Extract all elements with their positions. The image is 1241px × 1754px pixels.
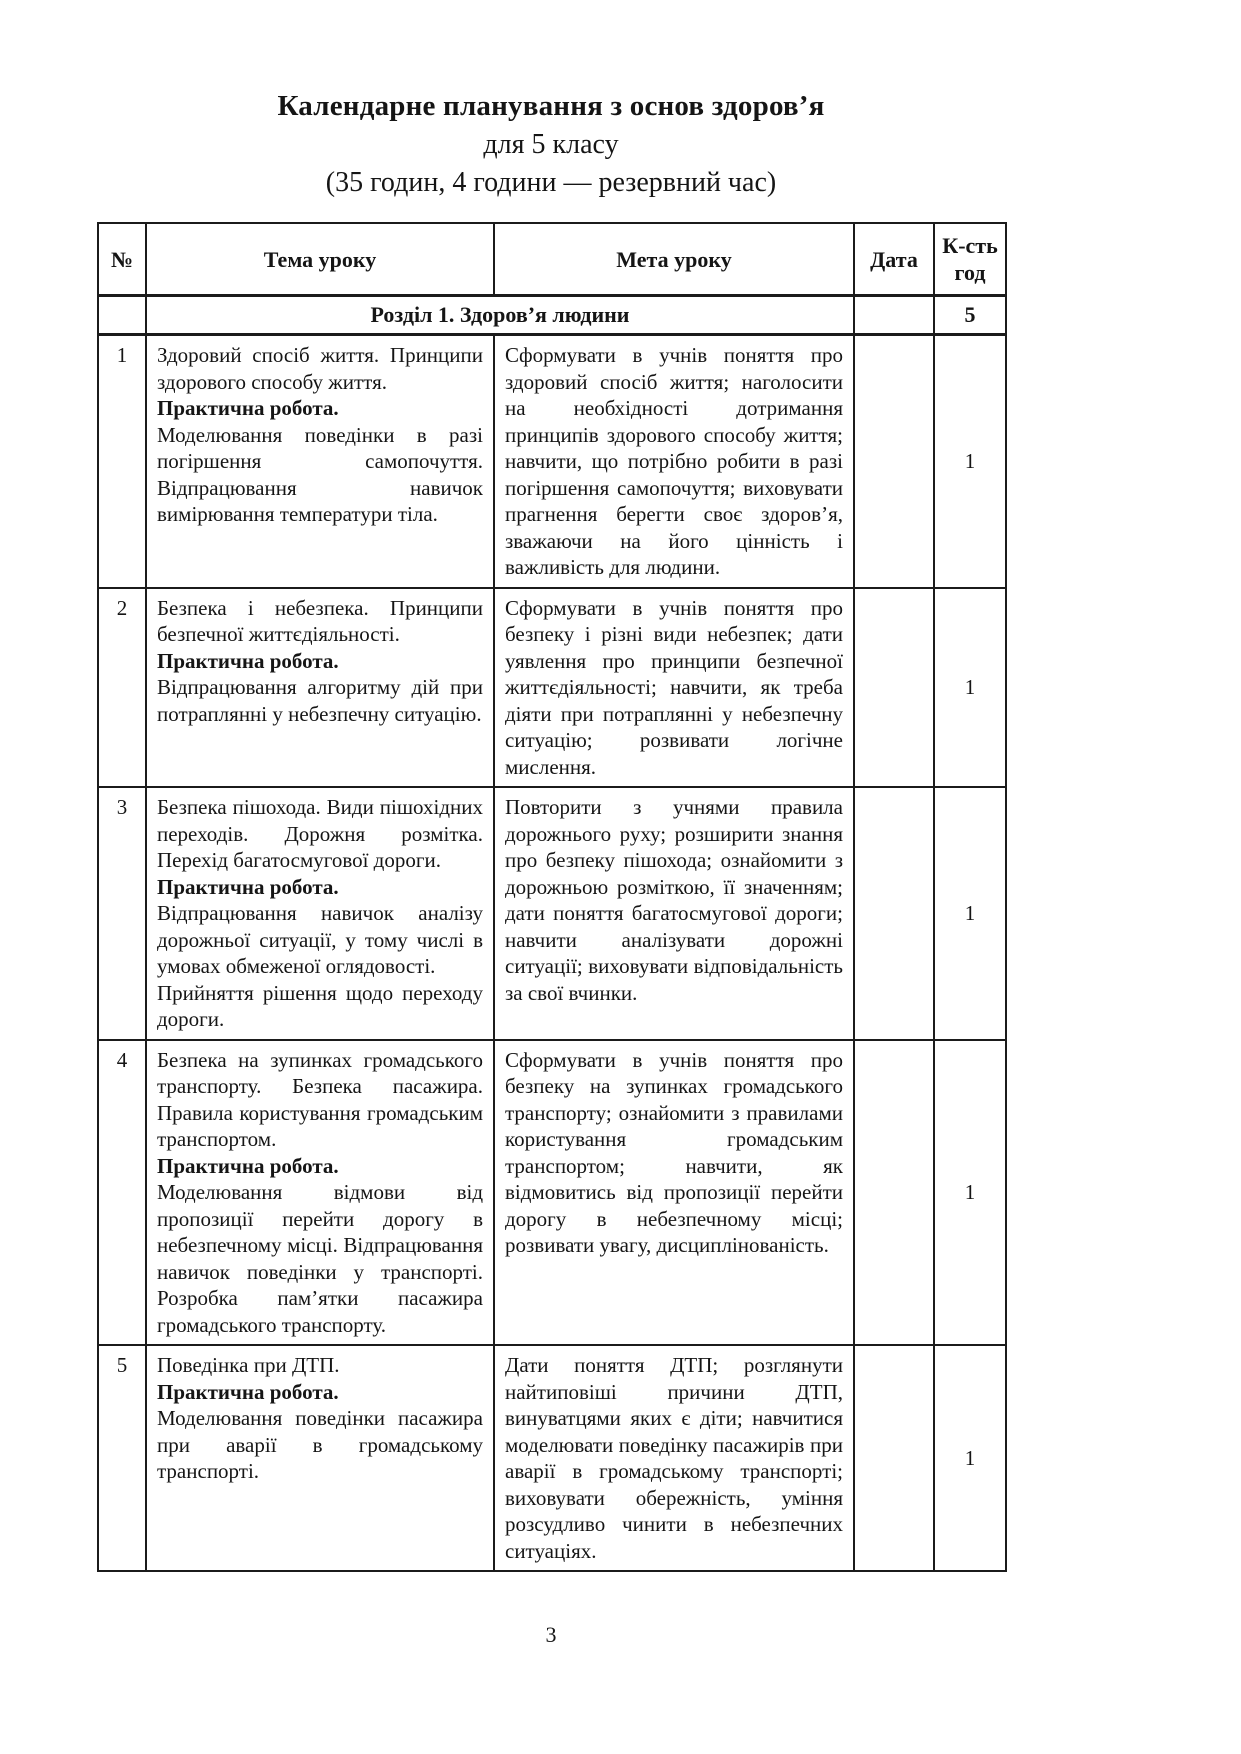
section-date-cell <box>854 296 934 335</box>
lesson-topic-cell <box>146 335 494 588</box>
lesson-goal-cell: Дати поняття ДТП; розглянути найтиповіші причини ДТП, винуватцями яких є діти; навчитися моделювати поведінку пасажирів при аварії в громадському транспорті; виховувати обережність, уміння розсудливо чинити в небезпечних ситуаціях. <box>494 1345 854 1571</box>
date-cell <box>854 1040 934 1346</box>
table-row <box>98 335 1006 588</box>
page-subtitle-hours: (35 годин, 4 години — резервний час) <box>325 167 777 198</box>
topic-text: Безпека пішохода. Види пішохідних переходів. Дорожня розмітка. Перехід багатосмугової дороги. <box>157 795 483 872</box>
topic-text: Поведінка при ДТП. <box>157 1353 340 1377</box>
lesson-topic-cell <box>146 1345 494 1571</box>
practical-work-text: Моделювання поведінки в разі погіршення самопочуття. Відпрацювання навичок вимірювання температури тіла. <box>157 422 483 526</box>
hours-cell: 1 <box>934 787 1006 1040</box>
topic-text: Безпека і небезпека. Принципи безпечної життєдіяльності. <box>157 595 483 646</box>
page-title: Календарне планування з основ здоров’я <box>277 90 825 122</box>
document-title-block <box>97 86 1005 202</box>
hours-cell: 1 <box>934 1040 1006 1346</box>
lesson-number-cell: 4 <box>98 1040 146 1346</box>
page-number: 3 <box>545 1622 557 1647</box>
column-header-number: № <box>98 223 146 296</box>
column-header-hours-line2: год <box>954 260 986 285</box>
topic-text: Безпека на зупинках громадського транспорту. Безпека пасажира. Правила користування громадським транспортом. <box>157 1047 483 1151</box>
date-cell <box>854 588 934 788</box>
lesson-number-cell: 5 <box>98 1345 146 1571</box>
table-row <box>98 588 1006 788</box>
section-number-cell <box>98 296 146 335</box>
practical-work-label: Практична робота. <box>157 1379 339 1404</box>
lesson-goal-cell: Сформувати в учнів поняття про безпеку на зупинках громадського транспорту; ознайомити з правилами користування громадським транспортом; навчити, як відмовитись від пропозиції перейти дорогу в небезпечному місці; розвивати увагу, дисциплінованість. <box>494 1040 854 1346</box>
lesson-number-cell: 3 <box>98 787 146 1040</box>
section-hours-cell: 5 <box>934 296 1006 335</box>
hours-cell: 1 <box>934 335 1006 588</box>
section-title-cell: Розділ 1. Здоров’я людини <box>146 296 854 335</box>
lesson-goal-cell: Повторити з учнями правила дорожнього руху; розширити знання про безпеку пішохода; ознайомити з дорожньою розміткою, її значенням; дати поняття багатосмугової дороги; навчити аналізувати дорожні ситуації; виховувати відповідальність за свої вчинки. <box>494 787 854 1040</box>
practical-work-text: Моделювання відмови від пропозиції перейти дорогу в небезпечному місці. Відпрацювання навичок поведінки у транспорті. Розробка пам’ятки пасажира громадського транспорту. <box>157 1180 483 1337</box>
lesson-goal-cell: Сформувати в учнів поняття про безпеку і різні види небезпек; дати уявлення про принципи безпечної життєдіяльності; навчити, як треба діяти при потраплянні у небезпечну ситуацію; розвивати логічне мислення. <box>494 588 854 788</box>
hours-cell: 1 <box>934 1345 1006 1571</box>
lesson-plan-table <box>97 222 1007 1572</box>
lesson-topic-cell <box>146 1040 494 1346</box>
section-header-row <box>98 296 1006 335</box>
practical-work-text: Відпрацювання навичок аналізу дорожньої ситуації, у тому числі в умовах обмеженої оглядовості. <box>157 901 483 978</box>
hours-cell: 1 <box>934 588 1006 788</box>
table-row <box>98 1040 1006 1346</box>
lesson-goal-cell: Сформувати в учнів поняття про здоровий спосіб життя; наголосити на необхідності дотримання принципів здорового способу життя; навчити, що потрібно робити в разі погіршення самопочуття; виховувати прагнення берегти своє здоров’я, зважаючи на його цінність і важливість для людини. <box>494 335 854 588</box>
table-row <box>98 787 1006 1040</box>
page-subtitle-grade: для 5 класу <box>483 129 619 160</box>
topic-text: Здоровий спосіб життя. Принципи здорового способу життя. <box>157 343 483 394</box>
practical-work-text-2: Прийняття рішення щодо переходу дороги. <box>157 980 483 1031</box>
date-cell <box>854 787 934 1040</box>
practical-work-label: Практична робота. <box>157 648 339 673</box>
practical-work-text: Моделювання поведінки пасажира при аварії в громадському транспорті. <box>157 1406 483 1483</box>
practical-work-label: Практична робота. <box>157 396 339 420</box>
lesson-number-cell: 1 <box>98 335 146 588</box>
table-row <box>98 1345 1006 1571</box>
column-header-hours <box>934 223 1006 296</box>
date-cell <box>854 335 934 588</box>
lesson-number-cell: 2 <box>98 588 146 788</box>
practical-work-text: Відпрацювання алгоритму дій при потраплянні у небезпечну ситуацію. <box>157 675 483 726</box>
date-cell <box>854 1345 934 1571</box>
lesson-topic-cell <box>146 787 494 1040</box>
column-header-hours-line1: К-сть <box>942 233 998 258</box>
column-header-date: Дата <box>854 223 934 296</box>
column-header-topic: Тема уроку <box>146 223 494 296</box>
practical-work-label: Практична робота. <box>157 1153 339 1178</box>
practical-work-label: Практична робота. <box>157 874 339 899</box>
table-header-row <box>98 223 1006 296</box>
lesson-topic-cell <box>146 588 494 788</box>
column-header-goal: Мета уроку <box>494 223 854 296</box>
